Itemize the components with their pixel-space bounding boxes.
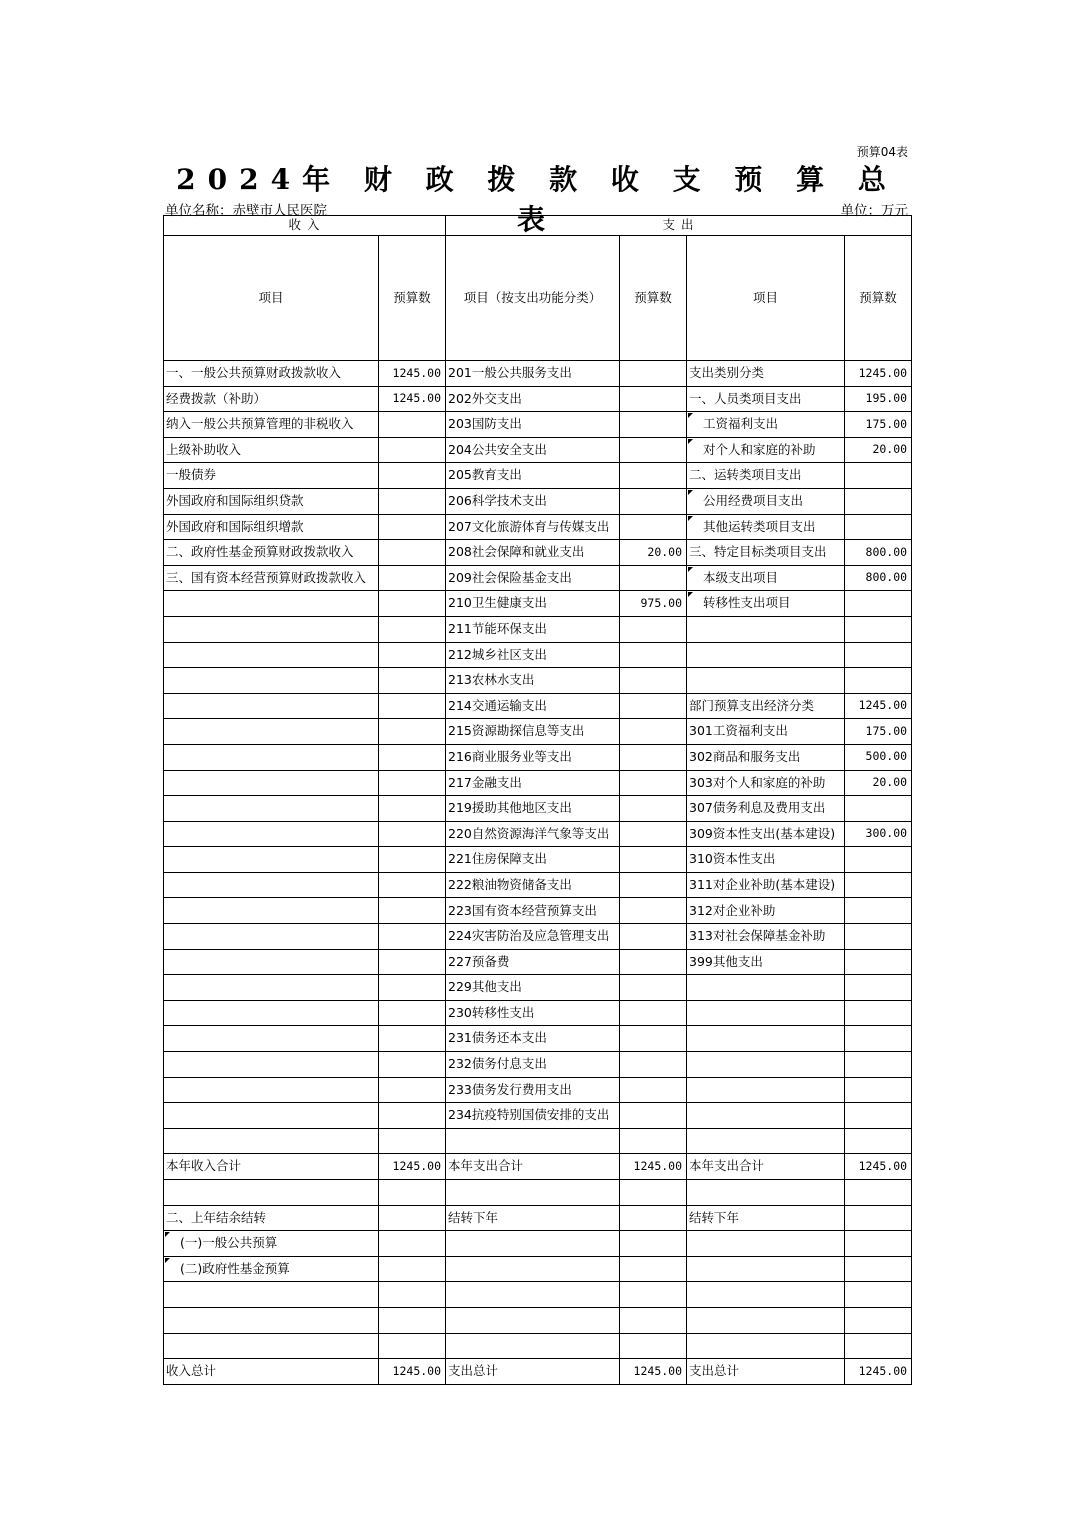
func-budget-cell <box>620 1231 687 1257</box>
table-row <box>164 1333 912 1359</box>
income-budget-cell <box>379 1103 446 1129</box>
table-row <box>164 924 912 950</box>
table-row <box>164 591 912 617</box>
class-item-cell <box>687 1307 845 1333</box>
class-budget-cell <box>845 642 912 668</box>
func-item-cell: 216商业服务业等支出 <box>446 744 620 770</box>
income-budget-cell <box>379 1026 446 1052</box>
class-budget-cell <box>845 463 912 489</box>
func-budget-cell: 1245.00 <box>620 1359 687 1385</box>
func-budget-cell <box>620 924 687 950</box>
class-budget-cell <box>845 591 912 617</box>
class-item-cell: 311对企业补助(基本建设) <box>687 872 845 898</box>
class-item-cell <box>687 1103 845 1129</box>
income-item-cell <box>164 821 379 847</box>
class-budget-cell <box>845 924 912 950</box>
class-item-cell: 313对社会保障基金补助 <box>687 924 845 950</box>
func-budget-cell <box>620 719 687 745</box>
class-item-cell <box>687 1052 845 1078</box>
func-budget-cell <box>620 847 687 873</box>
table-row <box>164 1000 912 1026</box>
class-budget-cell <box>845 1026 912 1052</box>
class-budget-cell <box>845 514 912 540</box>
income-item-cell <box>164 642 379 668</box>
class-budget-cell <box>845 668 912 694</box>
class-item-cell: 302商品和服务支出 <box>687 744 845 770</box>
func-item-cell <box>446 1333 620 1359</box>
func-item-cell: 219援助其他地区支出 <box>446 796 620 822</box>
func-item-cell: 206科学技术支出 <box>446 488 620 514</box>
income-item-cell <box>164 1077 379 1103</box>
class-budget-cell: 175.00 <box>845 719 912 745</box>
class-budget-cell: 195.00 <box>845 386 912 412</box>
table-row <box>164 412 912 438</box>
income-item-cell: 二、政府性基金预算财政拨款收入 <box>164 540 379 566</box>
func-budget-cell <box>620 361 687 387</box>
table-row <box>164 693 912 719</box>
income-item-cell <box>164 975 379 1001</box>
class-item-cell: 本年支出合计 <box>687 1154 845 1180</box>
class-budget-cell: 175.00 <box>845 412 912 438</box>
income-budget-cell <box>379 1307 446 1333</box>
func-budget-cell <box>620 1333 687 1359</box>
class-budget-cell <box>845 898 912 924</box>
class-budget-cell: 800.00 <box>845 565 912 591</box>
class-item-cell: 其他运转类项目支出 <box>687 514 845 540</box>
income-budget-cell <box>379 1256 446 1282</box>
table-row <box>164 463 912 489</box>
table-row <box>164 1077 912 1103</box>
income-item-cell <box>164 719 379 745</box>
income-budget-cell <box>379 565 446 591</box>
func-item-cell: 229其他支出 <box>446 975 620 1001</box>
func-item-cell: 201一般公共服务支出 <box>446 361 620 387</box>
income-item-cell <box>164 1026 379 1052</box>
func-budget-cell <box>620 821 687 847</box>
func-item-cell: 222粮油物资储备支出 <box>446 872 620 898</box>
col-income-item: 项目 <box>164 236 379 361</box>
func-budget-cell <box>620 770 687 796</box>
income-item-cell: 一般债券 <box>164 463 379 489</box>
class-item-cell <box>687 668 845 694</box>
func-budget-cell <box>620 463 687 489</box>
income-item-cell: 上级补助收入 <box>164 437 379 463</box>
table-row <box>164 540 912 566</box>
class-item-cell: 对个人和家庭的补助 <box>687 437 845 463</box>
table-row <box>164 719 912 745</box>
income-item-cell <box>164 1333 379 1359</box>
func-item-cell: 202外交支出 <box>446 386 620 412</box>
class-item-cell: 公用经费项目支出 <box>687 488 845 514</box>
func-budget-cell <box>620 412 687 438</box>
func-budget-cell <box>620 898 687 924</box>
table-row <box>164 1256 912 1282</box>
class-item-cell: 309资本性支出(基本建设) <box>687 821 845 847</box>
func-budget-cell <box>620 1307 687 1333</box>
income-item-cell <box>164 847 379 873</box>
class-budget-cell: 1245.00 <box>845 361 912 387</box>
table-row <box>164 744 912 770</box>
class-budget-cell <box>845 1282 912 1308</box>
class-budget-cell <box>845 1000 912 1026</box>
func-budget-cell: 20.00 <box>620 540 687 566</box>
col-func-budget: 预算数 <box>620 236 687 361</box>
func-item-cell: 212城乡社区支出 <box>446 642 620 668</box>
class-item-cell: 399其他支出 <box>687 949 845 975</box>
income-item-cell <box>164 1103 379 1129</box>
func-item-cell: 227预备费 <box>446 949 620 975</box>
class-item-cell <box>687 1256 845 1282</box>
func-item-cell: 211节能环保支出 <box>446 616 620 642</box>
func-budget-cell <box>620 642 687 668</box>
func-budget-cell <box>620 1282 687 1308</box>
func-budget-cell <box>620 796 687 822</box>
func-budget-cell <box>620 693 687 719</box>
func-item-cell <box>446 1256 620 1282</box>
table-row <box>164 1128 912 1154</box>
table-row <box>164 821 912 847</box>
income-budget-cell <box>379 924 446 950</box>
class-budget-cell: 500.00 <box>845 744 912 770</box>
func-budget-cell <box>620 1256 687 1282</box>
class-budget-cell <box>845 1333 912 1359</box>
income-budget-cell <box>379 616 446 642</box>
class-item-cell <box>687 1026 845 1052</box>
class-item-cell <box>687 1077 845 1103</box>
table-row <box>164 1359 912 1385</box>
class-item-cell: 301工资福利支出 <box>687 719 845 745</box>
class-budget-cell <box>845 1307 912 1333</box>
income-budget-cell <box>379 1282 446 1308</box>
class-budget-cell <box>845 1256 912 1282</box>
class-budget-cell <box>845 616 912 642</box>
income-item-cell: (二)政府性基金预算 <box>164 1256 379 1282</box>
col-class-item: 项目 <box>687 236 845 361</box>
table-row <box>164 1205 912 1231</box>
class-item-cell <box>687 1333 845 1359</box>
func-budget-cell <box>620 1077 687 1103</box>
func-budget-cell <box>620 565 687 591</box>
func-item-cell: 本年支出合计 <box>446 1154 620 1180</box>
class-item-cell: 307债务利息及费用支出 <box>687 796 845 822</box>
class-item-cell <box>687 1180 845 1206</box>
class-item-cell: 结转下年 <box>687 1205 845 1231</box>
income-budget-cell <box>379 488 446 514</box>
class-item-cell: 三、特定目标类项目支出 <box>687 540 845 566</box>
func-budget-cell <box>620 1180 687 1206</box>
income-budget-cell <box>379 1052 446 1078</box>
unit-name: 单位名称：赤壁市人民医院 <box>165 203 327 219</box>
income-item-cell <box>164 1180 379 1206</box>
class-item-cell <box>687 642 845 668</box>
income-budget-cell: 1245.00 <box>379 361 446 387</box>
income-budget-cell <box>379 770 446 796</box>
income-item-cell <box>164 796 379 822</box>
income-item-cell: 外国政府和国际组织增款 <box>164 514 379 540</box>
func-item-cell: 230转移性支出 <box>446 1000 620 1026</box>
func-item-cell: 215资源勘探信息等支出 <box>446 719 620 745</box>
header-row-sections <box>164 216 912 236</box>
income-budget-cell <box>379 514 446 540</box>
table-row <box>164 847 912 873</box>
income-budget-cell <box>379 898 446 924</box>
func-item-cell: 209社会保险基金支出 <box>446 565 620 591</box>
func-item-cell <box>446 1231 620 1257</box>
class-budget-cell <box>845 488 912 514</box>
class-budget-cell <box>845 872 912 898</box>
income-budget-cell <box>379 821 446 847</box>
func-item-cell: 233债务发行费用支出 <box>446 1077 620 1103</box>
income-item-cell <box>164 1128 379 1154</box>
income-budget-cell: 1245.00 <box>379 386 446 412</box>
col-income-budget: 预算数 <box>379 236 446 361</box>
class-budget-cell <box>845 1128 912 1154</box>
table-row <box>164 668 912 694</box>
budget-table <box>163 215 912 1385</box>
income-item-cell <box>164 898 379 924</box>
table-row <box>164 1282 912 1308</box>
table-row <box>164 898 912 924</box>
class-budget-cell <box>845 1052 912 1078</box>
func-item-cell: 支出总计 <box>446 1359 620 1385</box>
income-item-cell: 收入总计 <box>164 1359 379 1385</box>
table-row <box>164 437 912 463</box>
income-item-cell: 二、上年结余结转 <box>164 1205 379 1231</box>
table-row <box>164 1231 912 1257</box>
class-item-cell: 310资本性支出 <box>687 847 845 873</box>
class-budget-cell <box>845 1205 912 1231</box>
class-budget-cell <box>845 1103 912 1129</box>
income-budget-cell <box>379 668 446 694</box>
income-budget-cell <box>379 1000 446 1026</box>
class-budget-cell <box>845 975 912 1001</box>
func-item-cell: 234抗疫特别国债安排的支出 <box>446 1103 620 1129</box>
income-item-cell <box>164 1000 379 1026</box>
func-item-cell: 224灾害防治及应急管理支出 <box>446 924 620 950</box>
class-budget-cell: 20.00 <box>845 437 912 463</box>
func-budget-cell <box>620 616 687 642</box>
class-budget-cell: 300.00 <box>845 821 912 847</box>
income-budget-cell <box>379 463 446 489</box>
income-budget-cell <box>379 591 446 617</box>
func-budget-cell <box>620 514 687 540</box>
class-item-cell: 部门预算支出经济分类 <box>687 693 845 719</box>
income-budget-cell <box>379 1205 446 1231</box>
func-budget-cell <box>620 949 687 975</box>
class-item-cell: 二、运转类项目支出 <box>687 463 845 489</box>
income-item-cell: 本年收入合计 <box>164 1154 379 1180</box>
income-budget-cell <box>379 1077 446 1103</box>
income-item-cell <box>164 693 379 719</box>
currency-unit: 单位：万元 <box>840 203 908 219</box>
expense-header: 支 出 <box>446 216 912 236</box>
income-item-cell <box>164 591 379 617</box>
table-row <box>164 1052 912 1078</box>
func-item-cell <box>446 1282 620 1308</box>
table-row <box>164 565 912 591</box>
class-budget-cell: 1245.00 <box>845 693 912 719</box>
func-budget-cell <box>620 872 687 898</box>
table-row <box>164 386 912 412</box>
table-row <box>164 1026 912 1052</box>
class-budget-cell <box>845 1231 912 1257</box>
income-budget-cell <box>379 1128 446 1154</box>
func-item-cell <box>446 1307 620 1333</box>
class-budget-cell: 20.00 <box>845 770 912 796</box>
income-budget-cell <box>379 872 446 898</box>
income-item-cell: 经费拨款（补助） <box>164 386 379 412</box>
income-item-cell: (一)一般公共预算 <box>164 1231 379 1257</box>
class-item-cell <box>687 1000 845 1026</box>
income-budget-cell <box>379 975 446 1001</box>
class-budget-cell: 1245.00 <box>845 1154 912 1180</box>
func-item-cell <box>446 1128 620 1154</box>
table-row <box>164 1103 912 1129</box>
income-header: 收 入 <box>164 216 446 236</box>
income-budget-cell: 1245.00 <box>379 1359 446 1385</box>
func-budget-cell <box>620 744 687 770</box>
table-row <box>164 361 912 387</box>
func-budget-cell <box>620 1052 687 1078</box>
income-item-cell <box>164 1307 379 1333</box>
func-item-cell: 231债务还本支出 <box>446 1026 620 1052</box>
income-item-cell <box>164 949 379 975</box>
func-budget-cell <box>620 668 687 694</box>
income-budget-cell <box>379 437 446 463</box>
func-item-cell: 214交通运输支出 <box>446 693 620 719</box>
func-item-cell: 203国防支出 <box>446 412 620 438</box>
income-budget-cell <box>379 412 446 438</box>
income-budget-cell <box>379 1333 446 1359</box>
income-item-cell <box>164 668 379 694</box>
class-item-cell <box>687 1282 845 1308</box>
func-budget-cell: 1245.00 <box>620 1154 687 1180</box>
class-item-cell: 一、人员类项目支出 <box>687 386 845 412</box>
income-budget-cell <box>379 744 446 770</box>
income-budget-cell <box>379 719 446 745</box>
table-row <box>164 616 912 642</box>
func-budget-cell <box>620 1026 687 1052</box>
table-row <box>164 770 912 796</box>
func-item-cell: 221住房保障支出 <box>446 847 620 873</box>
class-budget-cell <box>845 847 912 873</box>
income-item-cell <box>164 616 379 642</box>
table-row <box>164 949 912 975</box>
class-budget-cell <box>845 796 912 822</box>
income-item-cell: 一、一般公共预算财政拨款收入 <box>164 361 379 387</box>
class-budget-cell: 1245.00 <box>845 1359 912 1385</box>
income-budget-cell <box>379 540 446 566</box>
income-item-cell <box>164 924 379 950</box>
income-budget-cell <box>379 1231 446 1257</box>
func-item-cell: 结转下年 <box>446 1205 620 1231</box>
col-func-item: 项目（按支出功能分类） <box>446 236 620 361</box>
func-budget-cell <box>620 1000 687 1026</box>
income-item-cell: 外国政府和国际组织贷款 <box>164 488 379 514</box>
class-item-cell: 支出总计 <box>687 1359 845 1385</box>
class-item-cell: 工资福利支出 <box>687 412 845 438</box>
income-item-cell <box>164 744 379 770</box>
col-class-budget: 预算数 <box>845 236 912 361</box>
func-item-cell: 204公共安全支出 <box>446 437 620 463</box>
func-item-cell: 220自然资源海洋气象等支出 <box>446 821 620 847</box>
page-title: 2024年 财 政 拨 款 收 支 预 算 总 表 <box>176 163 898 236</box>
income-item-cell <box>164 770 379 796</box>
class-item-cell <box>687 975 845 1001</box>
func-budget-cell <box>620 437 687 463</box>
table-row <box>164 1180 912 1206</box>
income-item-cell: 纳入一般公共预算管理的非税收入 <box>164 412 379 438</box>
form-number: 预算04表 <box>856 145 908 159</box>
func-item-cell: 208社会保障和就业支出 <box>446 540 620 566</box>
func-item-cell: 205教育支出 <box>446 463 620 489</box>
table-row <box>164 642 912 668</box>
income-item-cell <box>164 872 379 898</box>
class-budget-cell: 800.00 <box>845 540 912 566</box>
class-item-cell: 本级支出项目 <box>687 565 845 591</box>
func-budget-cell <box>620 1103 687 1129</box>
class-item-cell: 支出类别分类 <box>687 361 845 387</box>
func-budget-cell <box>620 386 687 412</box>
table-row <box>164 1307 912 1333</box>
func-item-cell: 232债务付息支出 <box>446 1052 620 1078</box>
class-item-cell: 312对企业补助 <box>687 898 845 924</box>
func-budget-cell <box>620 1205 687 1231</box>
class-item-cell: 转移性支出项目 <box>687 591 845 617</box>
func-budget-cell: 975.00 <box>620 591 687 617</box>
income-budget-cell <box>379 796 446 822</box>
income-budget-cell <box>379 642 446 668</box>
func-item-cell: 213农林水支出 <box>446 668 620 694</box>
class-budget-cell <box>845 1077 912 1103</box>
func-item-cell <box>446 1180 620 1206</box>
table-row <box>164 488 912 514</box>
func-budget-cell <box>620 975 687 1001</box>
income-budget-cell: 1245.00 <box>379 1154 446 1180</box>
income-item-cell <box>164 1052 379 1078</box>
func-item-cell: 207文化旅游体育与传媒支出 <box>446 514 620 540</box>
table-row <box>164 975 912 1001</box>
class-item-cell: 303对个人和家庭的补助 <box>687 770 845 796</box>
class-budget-cell <box>845 949 912 975</box>
table-row <box>164 1154 912 1180</box>
table-row <box>164 514 912 540</box>
class-item-cell <box>687 616 845 642</box>
header-row-columns <box>164 236 912 361</box>
table-row <box>164 872 912 898</box>
func-budget-cell <box>620 1128 687 1154</box>
income-budget-cell <box>379 693 446 719</box>
class-budget-cell <box>845 1180 912 1206</box>
func-budget-cell <box>620 488 687 514</box>
income-budget-cell <box>379 1180 446 1206</box>
func-item-cell: 210卫生健康支出 <box>446 591 620 617</box>
income-item-cell <box>164 1282 379 1308</box>
class-item-cell <box>687 1128 845 1154</box>
func-item-cell: 223国有资本经营预算支出 <box>446 898 620 924</box>
table-row <box>164 796 912 822</box>
func-item-cell: 217金融支出 <box>446 770 620 796</box>
income-item-cell: 三、国有资本经营预算财政拨款收入 <box>164 565 379 591</box>
income-budget-cell <box>379 847 446 873</box>
income-budget-cell <box>379 949 446 975</box>
class-item-cell <box>687 1231 845 1257</box>
